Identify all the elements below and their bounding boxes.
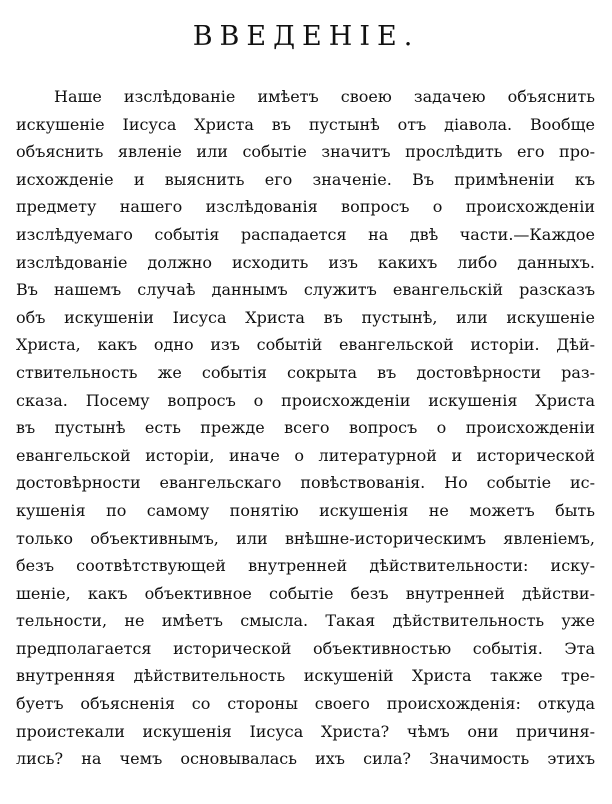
text-line: евангельской исторіи, иначе о литературной и исторической xyxy=(16,445,595,465)
text-line: кушенія по самому понятію искушенія не можетъ быть xyxy=(16,500,595,520)
text-line: проистекали искушенія Іисуса Христа? чѣмъ они причиня- xyxy=(16,721,595,741)
text-line: Христа, какъ одно изъ событій евангельской исторіи. Дѣй- xyxy=(16,335,595,355)
text-line: буетъ объясненія со стороны своего происхожденія: откуда xyxy=(16,694,595,714)
text-line: шеніе, какъ объективное событіе безъ внутренней дѣйстви- xyxy=(16,583,595,603)
body-text xyxy=(16,83,595,773)
text-line: объ искушеніи Іисуса Христа въ пустынѣ, или искушеніе xyxy=(16,307,595,327)
text-line: лись? на чемъ основывалась ихъ сила? Значимость этихъ xyxy=(16,749,595,769)
page-title: ВВЕДЕНІЕ. xyxy=(192,21,420,52)
text-line: тельности, не имѣетъ смысла. Такая дѣйствительность уже xyxy=(16,611,595,631)
text-line: достовѣрности евангельскаго повѣствованія. Но событіе ис- xyxy=(16,473,595,493)
text-line: безъ соотвѣтствующей внутренней дѣйствительности: иску- xyxy=(16,556,595,576)
text-line: предмету нашего изслѣдованія вопросъ о происхожденіи xyxy=(16,197,595,217)
text-line: предполагается исторической объективностью событія. Эта xyxy=(16,638,595,658)
text-line: сказа. Посему вопросъ о происхожденіи искушенія Христа xyxy=(16,390,595,410)
text-line: въ пустынѣ есть прежде всего вопросъ о происхожденіи xyxy=(16,418,595,438)
text-line: Наше изслѣдованіе имѣетъ своею задачею объяснить xyxy=(54,87,595,106)
text-line: внутренняя дѣйствительность искушеній Христа также тре- xyxy=(16,666,595,686)
text-line: объяснить явленіе или событіе значитъ прослѣдить его про- xyxy=(16,142,595,162)
text-line: изслѣдуемаго событія распадается на двѣ части.—Каждое xyxy=(16,224,595,244)
text-line: Въ нашемъ случаѣ даннымъ служитъ евангельскій разсказъ xyxy=(16,280,595,300)
text-line: изслѣдованіе должно исходить изъ какихъ либо данныхъ. xyxy=(16,252,595,272)
text-line: ствительность же событія сокрыта въ достовѣрности раз- xyxy=(16,362,595,382)
text-line: исхожденіе и выяснить его значеніе. Въ примѣненіи къ xyxy=(16,169,595,189)
text-line: только объективнымъ, или внѣшне-историческимъ явленіемъ, xyxy=(16,528,595,548)
text-line: искушеніе Іисуса Христа въ пустынѣ отъ діавола. Вообще xyxy=(16,114,595,134)
